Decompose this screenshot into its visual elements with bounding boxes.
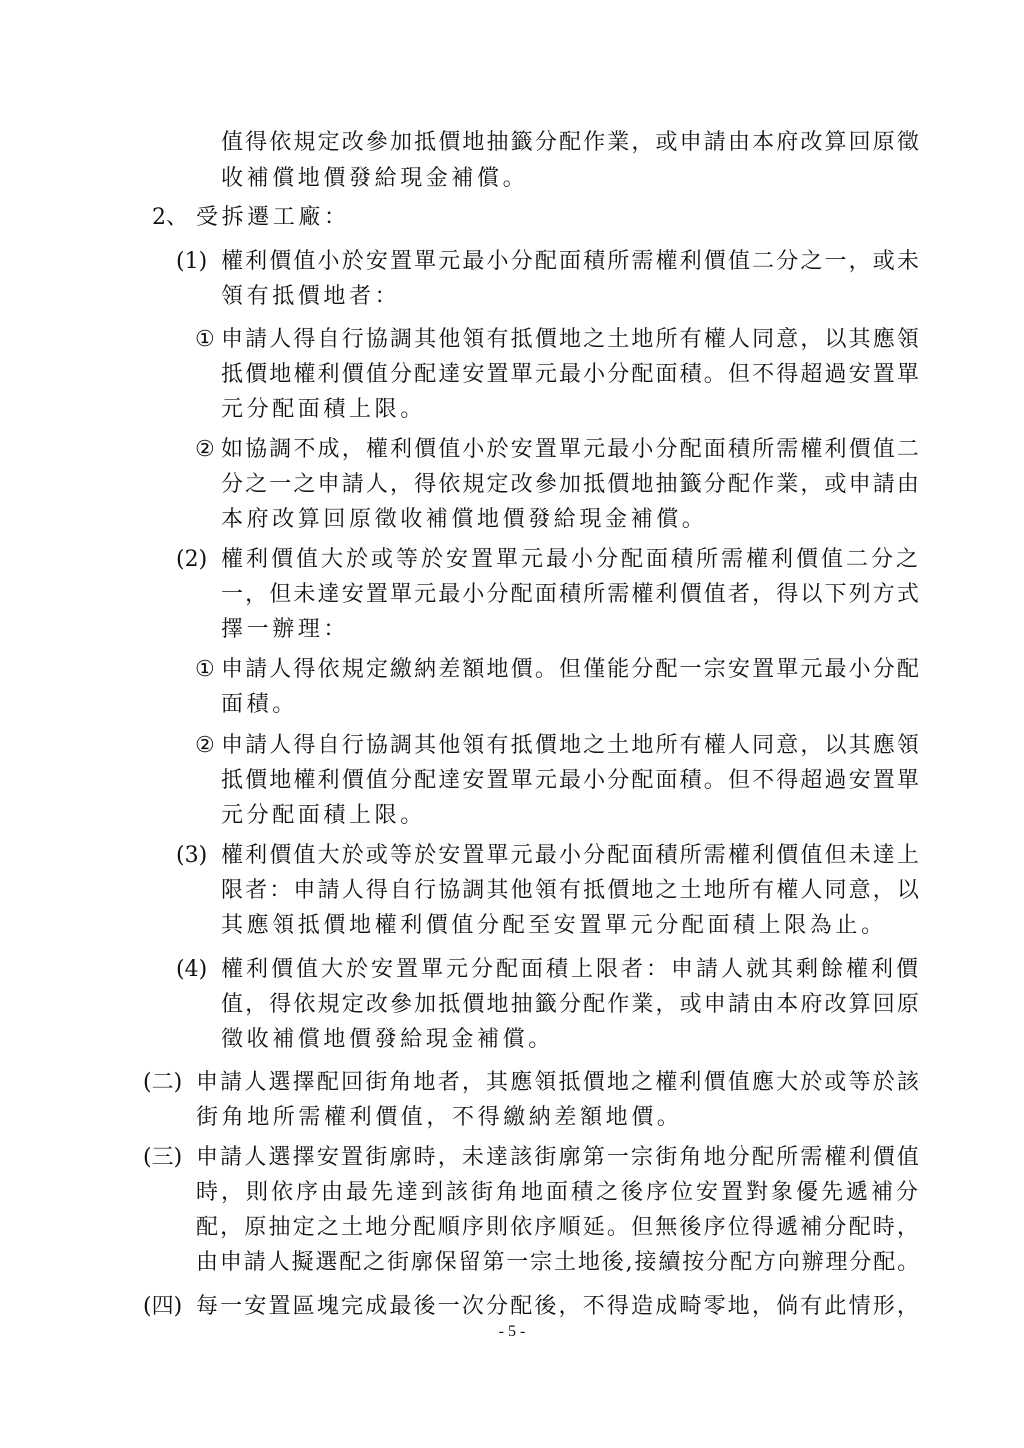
text-line: 申請人得自行協調其他領有抵價地之土地所有權人同意，以其應領 [221,733,922,758]
list-marker: ② [195,733,215,758]
text-line: 限者：申請人得自行協調其他領有抵價地之土地所有權人同意，以 [221,878,922,903]
list-marker: ① [195,327,215,352]
text-line: 其應領抵價地權利價值分配至安置單元分配面積上限為止。 [221,913,887,938]
text-line: 抵價地權利價值分配達安置單元最小分配面積。但不得超過安置單 [221,362,922,387]
list-marker: (4) [176,957,208,982]
list-marker: 2、 [152,205,188,230]
list-marker: (三) [143,1145,183,1170]
text-line: 權利價值小於安置單元最小分配面積所需權利價值二分之一，或未 [221,249,922,274]
text-line: 權利價值大於或等於安置單元最小分配面積所需權利價值二分之 [221,547,922,572]
text-line: 一，但未達安置單元最小分配面積所需權利價值者，得以下列方式 [221,582,922,607]
text-line: 如協調不成，權利價值小於安置單元最小分配面積所需權利價值二 [221,437,922,462]
text-line: 收補償地價發給現金補償。 [221,166,529,191]
text-line: 由申請人擬選配之街廓保留第一宗土地後,接續按分配方向辦理分配。 [196,1250,921,1275]
text-line: 申請人得依規定繳納差額地價。但僅能分配一宗安置單元最小分配 [221,657,922,682]
list-marker: (二) [143,1070,183,1095]
list-marker: (四) [143,1294,183,1319]
text-line: 面積。 [221,692,298,717]
text-line: 領有抵價地者： [221,284,401,309]
list-marker: (1) [176,249,208,274]
text-line: 值得依規定改參加抵價地抽籤分配作業，或申請由本府改算回原徵 [221,130,922,155]
page-number: - 5 - [498,1323,526,1340]
list-marker: (3) [176,843,208,868]
list-marker: ② [195,437,215,462]
text-line: 值，得依規定改參加抵價地抽籤分配作業，或申請由本府改算回原 [221,992,922,1017]
text-line: 擇一辦理： [221,617,350,642]
text-line: 每一安置區塊完成最後一次分配後，不得造成畸零地，倘有此情形， [196,1294,922,1319]
text-line: 權利價值大於安置單元分配面積上限者：申請人就其剩餘權利價 [221,957,922,982]
text-line: 街角地所需權利價值，不得繳納差額地價。 [196,1105,683,1130]
text-line: 受拆遷工廠： [196,205,350,230]
text-line: 權利價值大於或等於安置單元最小分配面積所需權利價值但未達上 [221,843,922,868]
text-line: 元分配面積上限。 [221,803,426,828]
text-line: 申請人得自行協調其他領有抵價地之土地所有權人同意，以其應領 [221,327,922,352]
list-marker: (2) [176,547,208,572]
text-line: 抵價地權利價值分配達安置單元最小分配面積。但不得超過安置單 [221,768,922,793]
text-line: 配，原抽定之土地分配順序則依序順延。但無後序位得遞補分配時， [196,1215,922,1240]
text-line: 時，則依序由最先達到該街角地面積之後序位安置對象優先遞補分 [196,1180,922,1205]
text-line: 申請人選擇配回街角地者，其應領抵價地之權利價值應大於或等於該 [196,1070,922,1095]
text-line: 徵收補償地價發給現金補償。 [221,1027,554,1052]
text-line: 本府改算回原徵收補償地價發給現金補償。 [221,507,708,532]
text-line: 分之一之申請人，得依規定改參加抵價地抽籤分配作業，或申請由 [221,472,922,497]
list-marker: ① [195,657,215,682]
text-line: 元分配面積上限。 [221,397,426,422]
text-line: 申請人選擇安置街廓時，未達該街廓第一宗街角地分配所需權利價值 [196,1145,922,1170]
